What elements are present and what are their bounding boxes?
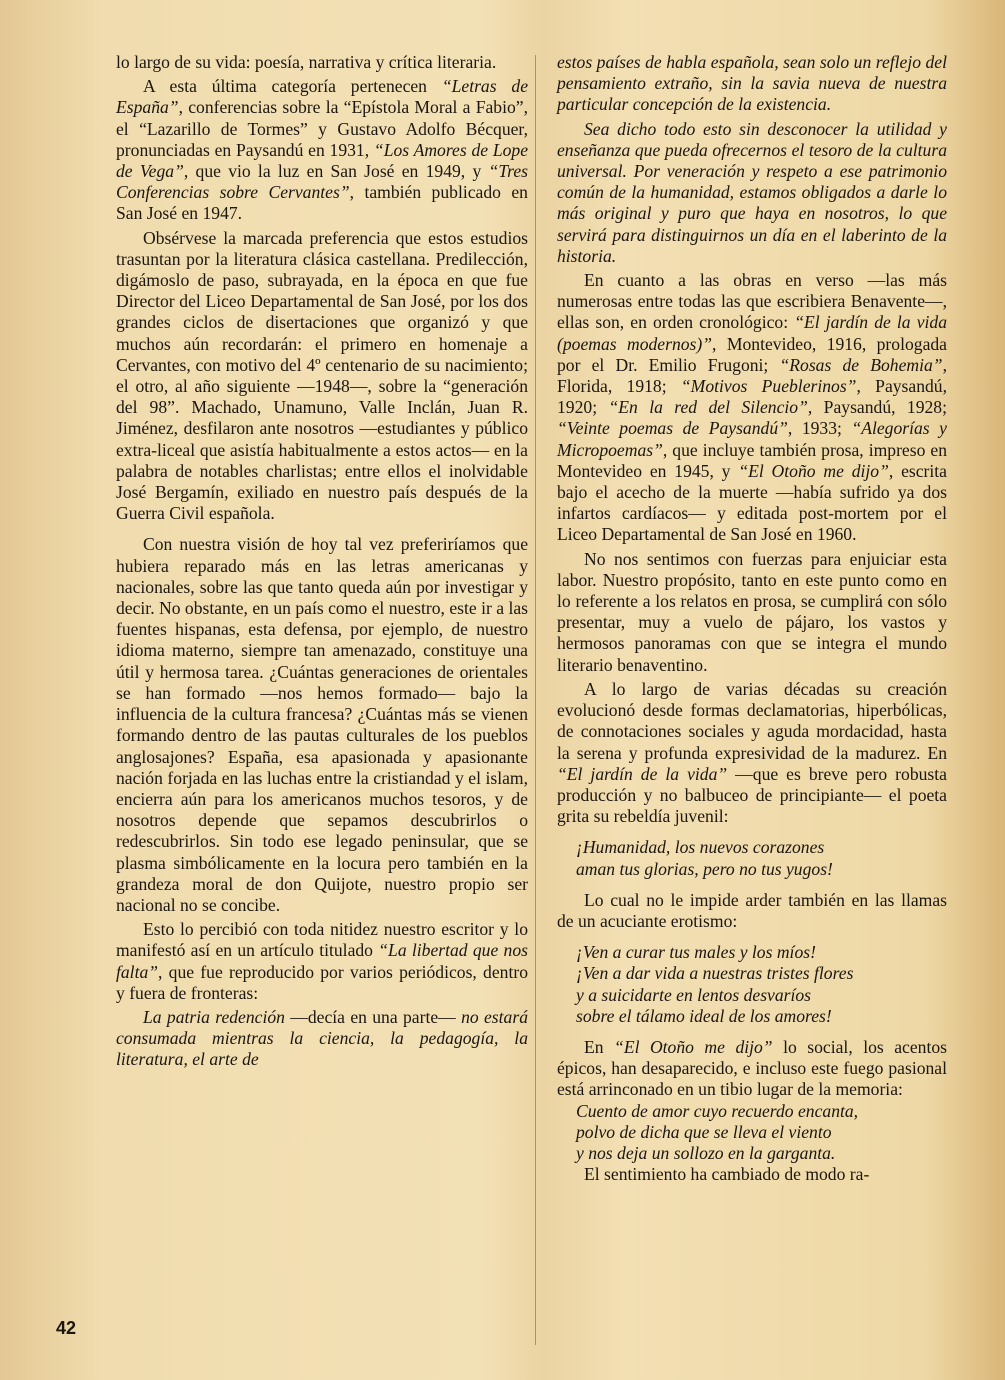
text-run: , escrita bajo el acecho de la muerte —había sufrido ya dos infartos cardíacos— y editada post-mortem por el Liceo Departamental de San José en 1960. <box>557 460 947 545</box>
text-run: —que es breve pero robusta producción y no balbuceo de principiante— el poeta grita su rebeldía juvenil: <box>557 763 947 827</box>
paragraph <box>116 52 528 73</box>
paragraph <box>116 228 528 525</box>
italic-text: “Letras de España” <box>116 76 528 118</box>
italic-text: “Veinte poemas de Paysandú” <box>557 418 788 439</box>
italic-text: “El jardín de la vida (poemas modernos)” <box>557 312 947 354</box>
verse-line: aman tus glorias, pero no tus yugos! <box>576 858 833 879</box>
text-run: , Paysandú, 1928; <box>807 397 947 418</box>
text-run: , que vio la luz en San José en 1949, y <box>183 161 489 182</box>
verse-line: ¡Ven a dar vida a nuestras tristes flores <box>576 963 854 984</box>
text-run: A esta última categoría pertenecen <box>143 76 442 97</box>
right-column <box>557 52 947 1185</box>
paragraph <box>116 919 528 1004</box>
text-run: Con nuestra visión de hoy tal vez preferiríamos que hubiera reparado más en las letras americanas y nacionales, sobre las que tanto queda aún por investigar y decir. No obstante, en un país como el nuestro, este ir a las fuentes hispanas, esta defensa, por ejemplo, de nuestro idioma materno, siempre tan amenazado, constituye una útil y hermosa tarea. ¿Cuántas generaciones de orientales se han formado —nos hemos formado— bajo la influencia de la cultura francesa? ¿Cuántas más se vienen formando dentro de las pautas culturales de los pueblos anglosajones? España, esa apasionada y apasionante nación forjada en las luchas entre la cristiandad y el islam, encierra aún para los americanos muchos tesoros, y de nosotros depende que sepamos descubrirlos o redescubrirlos. Sin todo ese legado peninsular, que se plasma simbólicamente en la locura pero también en la grandeza moral de don Quijote, nuestro propio ser nacional no se concibe. <box>116 534 528 915</box>
column-divider <box>535 55 536 1345</box>
italic-text: “El Otoño me dijo” <box>614 1036 773 1057</box>
text-run: No nos sentimos con fuerzas para enjuiciar esta labor. Nuestro propósito, tanto en este punto como en lo referente a los relatos en prosa, se cumplirá con sólo presentar, muy a vuelo de pájaro, los vastos y hermosos panoramas con que se integra el mundo literario benaventino. <box>557 548 947 675</box>
text-run: En <box>584 1036 615 1057</box>
verse-line: ¡Humanidad, los nuevos corazones <box>576 837 825 858</box>
italic-text: estos países de habla española, sean solo un reflejo del pensamiento extraño, sin la savia nueva de nuestra particular concepción de la existencia. <box>557 52 947 115</box>
paragraph <box>557 1037 947 1101</box>
text-run: , Florida, 1918; <box>557 354 947 397</box>
paragraph <box>557 1164 947 1185</box>
text-run: Obsérvese la marcada preferencia que estos estudios trasuntan por la literatura clásica castellana. Predilección, digámoslo de paso, subrayada, en la época en que fue Director del Liceo Departamental de San José, por los dos grandes ciclos de disertaciones que organizó y que muchos aún recordarán: el primero en homenaje a Cervantes, con motivo del 4º centenario de su nacimiento; el otro, al año siguiente —1948—, sobre la “generación del 98”. Machado, Unamuno, Valle Inclán, Juan R. Jiménez, desfilaron ante nosotros —estudiantes y público extra-liceal que asistía habitualmente a estos actos— en la palabra de notables charlistas; entre ellos el inolvidable José Bergamín, exiliado en nuestro país después de la Guerra Civil española. <box>116 227 528 524</box>
italic-text: “Rosas de Bohemia” <box>779 354 943 375</box>
left-column <box>116 52 528 1071</box>
text-run: Lo cual no le impide arder también en las llamas de un acuciante erotismo: <box>557 889 947 931</box>
paragraph <box>557 270 947 546</box>
text-run: , que fue reproducido por varios periódicos, dentro y fuera de fronteras: <box>116 961 528 1003</box>
italic-text: “Los Amores de Lope de Vega” <box>116 139 529 182</box>
text-run: En cuanto a las obras en verso —las más numerosas entre todas las que escribiera Benavente—, ellas son, en orden cronológico: <box>557 270 947 333</box>
text-run: A lo largo de varias décadas su creación evolucionó desde formas declamatorias, hiperbólicas, de connotaciones sociales y aguda mordacidad, hasta la serena y profunda expresividad de la madurez. En <box>557 678 947 763</box>
text-run: lo social, los acentos épicos, han desaparecido, e incluso este fuego pasional está arrinconado en un tibio lugar de la memoria: <box>557 1036 947 1100</box>
verse-line: y nos deja un sollozo en la garganta. <box>576 1142 836 1163</box>
text-run: , 1933; <box>787 418 852 439</box>
text-run: Esto lo percibió con toda nitidez nuestro escritor y lo manifestó así en un artículo titulado <box>116 919 528 961</box>
italic-text: La patria redención <box>143 1006 285 1027</box>
text-run: , que incluye también prosa, impreso en Montevideo en 1945, y <box>557 439 947 481</box>
italic-text: “El Otoño me dijo” <box>738 460 889 481</box>
verse-line: ¡Ven a curar tus males y los míos! <box>576 942 816 963</box>
italic-text: “Motivos Pueblerinos” <box>680 376 857 397</box>
paragraph <box>116 1007 528 1071</box>
verse-line: sobre el tálamo ideal de los amores! <box>576 1005 832 1026</box>
paragraph <box>557 890 947 932</box>
paragraph <box>557 52 947 116</box>
italic-text: Sea dicho todo esto sin desconocer la utilidad y enseñanza que pueda ofrecernos el tesoro de la cultura universal. Por veneración y respeto a ese patrimonio común de la humanidad, estamos obligados a darle lo más original y puro que haya en nosotros, lo que servirá para distinguirnos un día en el laberinto de la historia. <box>557 118 947 266</box>
italic-text: “Tres Conferencias sobre Cervantes” <box>116 161 528 203</box>
verse-line: y a suicidarte en lentos desvaríos <box>576 984 812 1005</box>
paragraph <box>116 534 528 916</box>
paragraph <box>557 119 947 267</box>
text-run: , también publicado en San José en 1947. <box>116 182 528 224</box>
paragraph <box>116 76 528 224</box>
page-number: 42 <box>56 1318 77 1338</box>
verse-block <box>557 837 947 879</box>
verse-block <box>557 1101 947 1165</box>
italic-text: no estará consumada mientras la ciencia, la pedagogía, la literatura, el arte de <box>116 1006 528 1070</box>
italic-text: “El jardín de la vida” <box>557 763 728 784</box>
verse-line: polvo de dicha que se lleva el viento <box>576 1121 832 1142</box>
verse-line: Cuento de amor cuyo recuerdo encanta, <box>576 1100 859 1121</box>
text-run: , Paysandú, 1920; <box>557 376 947 418</box>
italic-text: “La libertad que nos falta” <box>116 940 528 982</box>
text-run: El sentimiento ha cambiado de modo ra- <box>584 1164 870 1185</box>
italic-text: “Alegorías y Micropoemas” <box>557 418 947 460</box>
verse-block <box>557 942 947 1027</box>
paragraph <box>557 679 947 827</box>
text-run: , Montevideo, 1916, prologada por el Dr. Emilio Frugoni; <box>557 333 947 375</box>
text-run: —decía en una parte— <box>284 1006 462 1027</box>
paragraph <box>557 549 947 676</box>
text-run: lo largo de su vida: poesía, narrativa y crítica literaria. <box>116 52 497 72</box>
italic-text: “En la red del Silencio” <box>608 397 808 418</box>
text-run: , conferencias sobre la “Epístola Moral a Fabio”, el “Lazarillo de Tormes” y Gustavo Adolfo Bécquer, pronunciadas en Paysandú en 1931, <box>116 97 528 160</box>
